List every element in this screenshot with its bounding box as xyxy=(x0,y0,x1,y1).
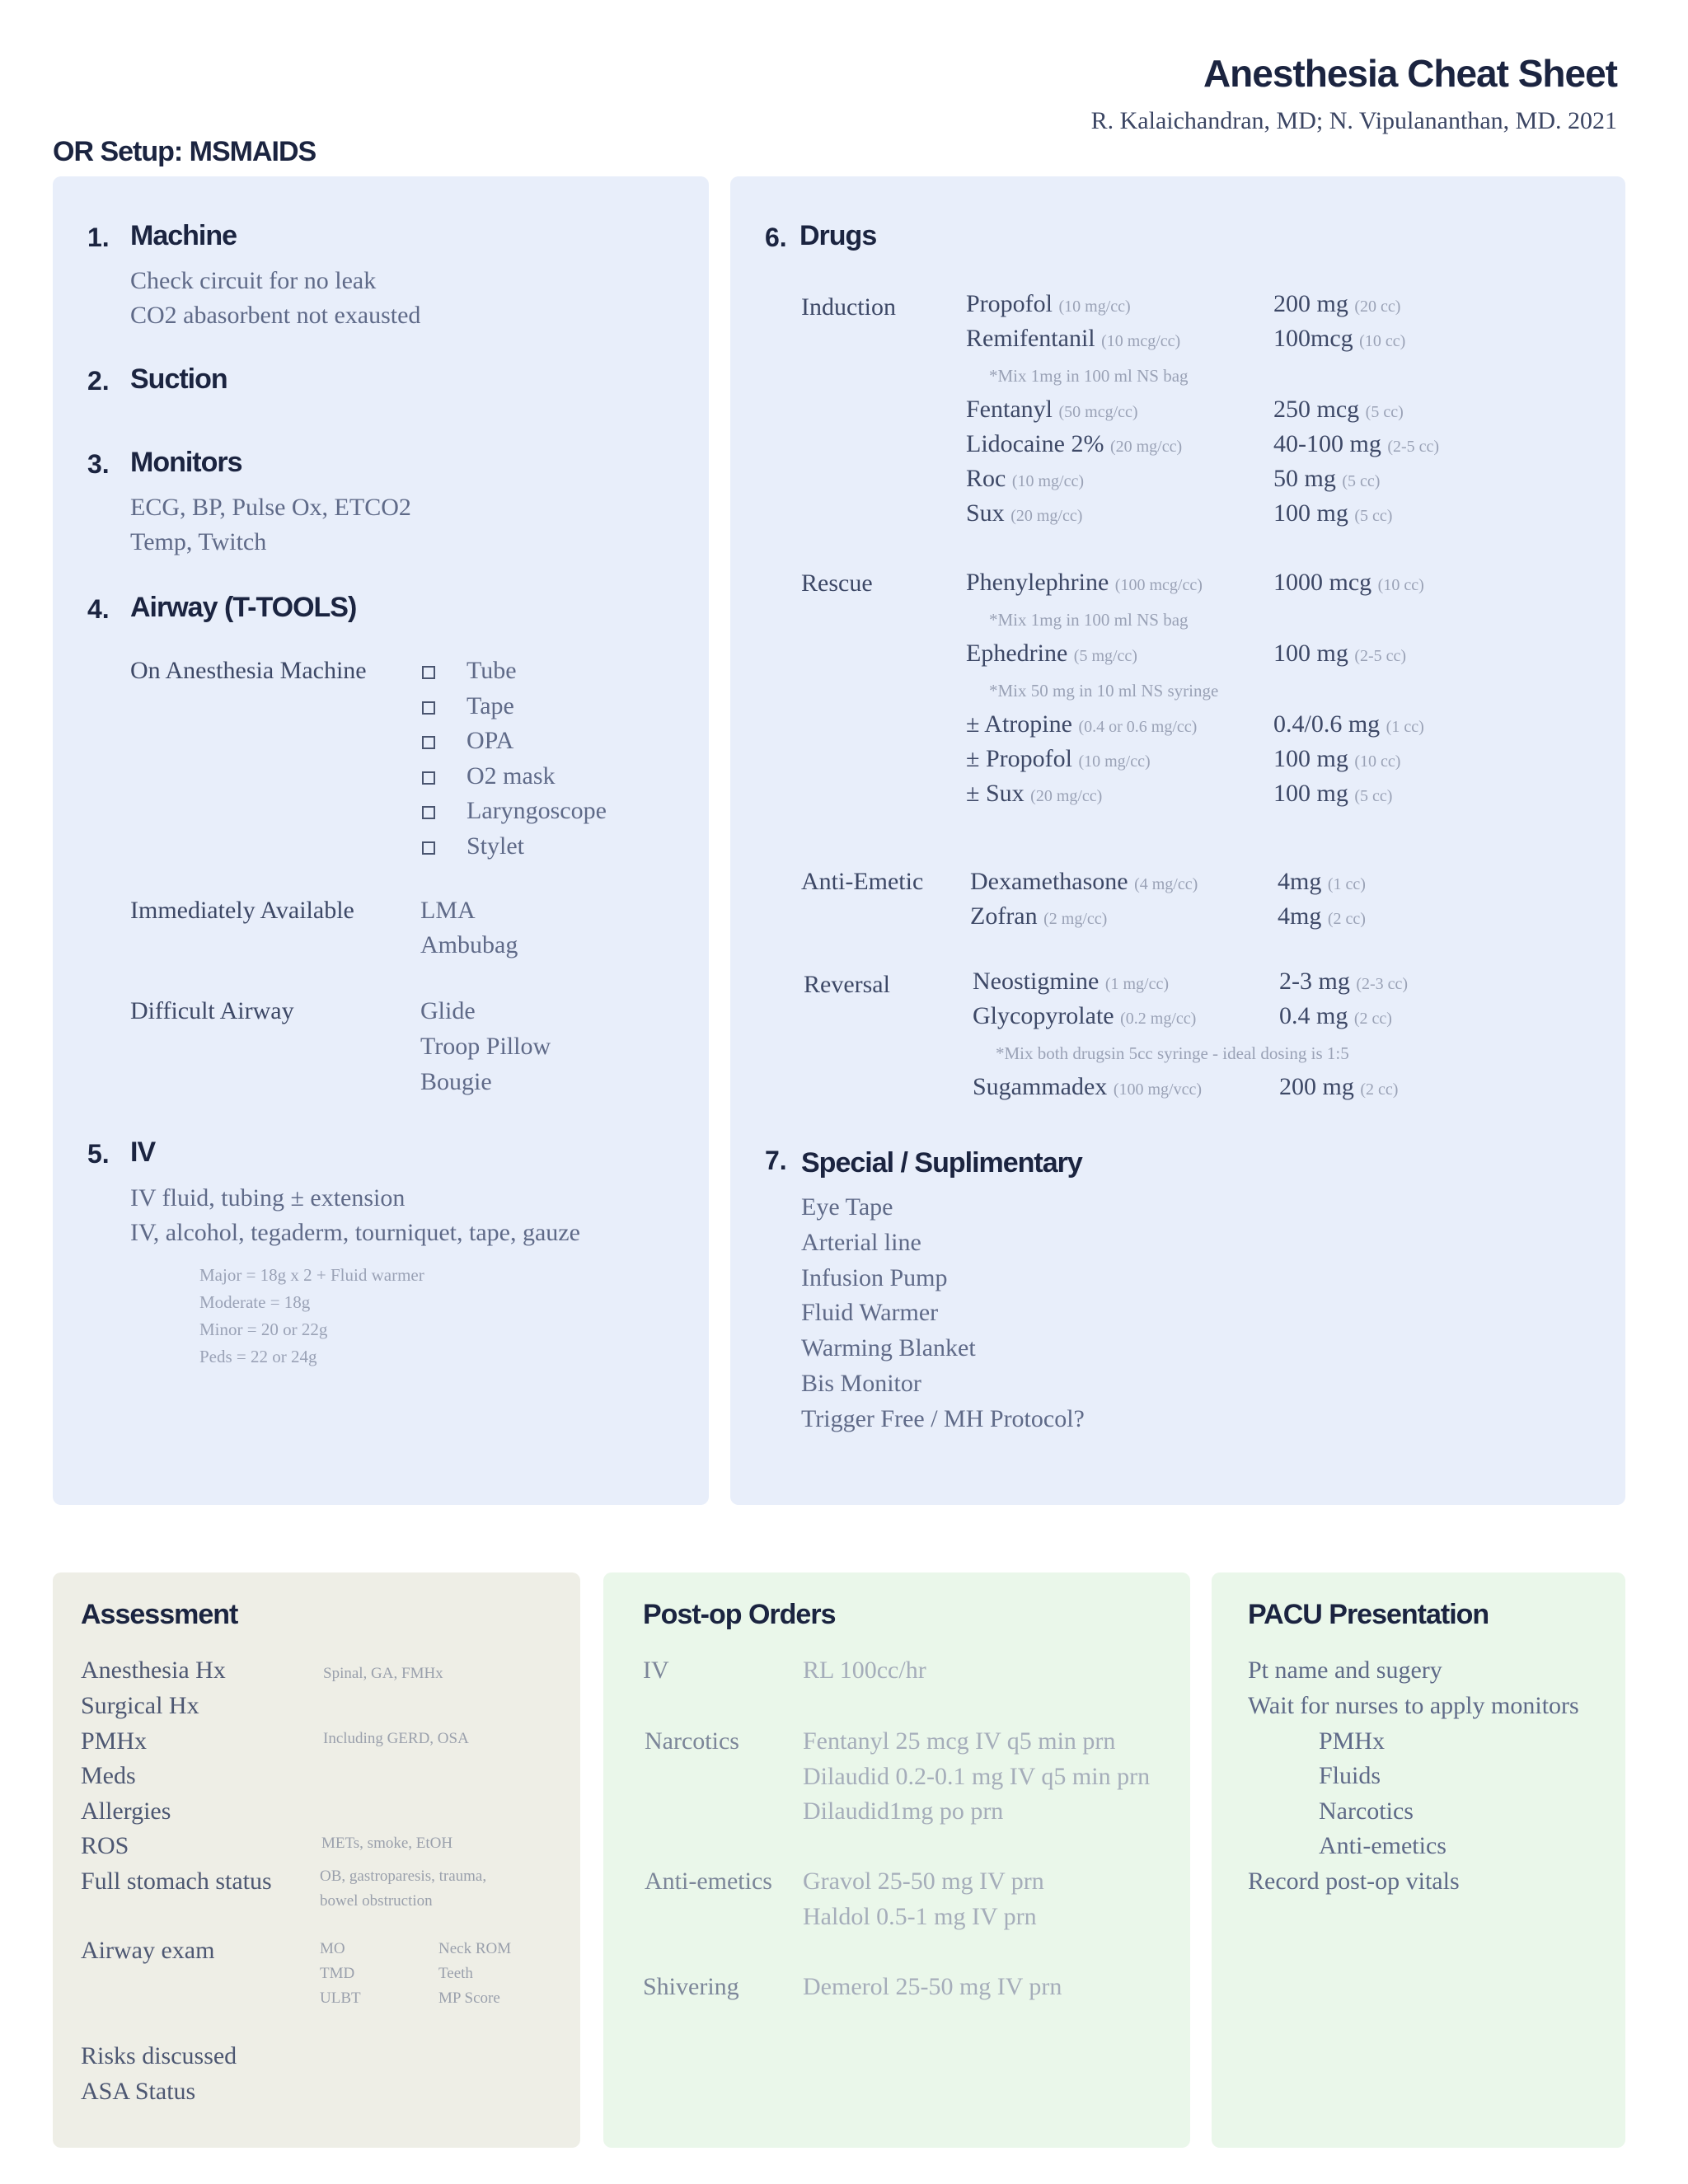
assessment-item: ASA Status xyxy=(81,2078,196,2105)
iv-line: IV, alcohol, tegaderm, tourniquet, tape, gauze xyxy=(130,1219,580,1246)
postop-order: Demerol 25-50 mg IV prn xyxy=(803,1973,1062,2000)
assessment-note: bowel obstruction xyxy=(320,1892,433,1910)
iv-size: Minor = 20 or 22g xyxy=(199,1319,328,1339)
drug-dose: 100 mg (2-5 cc) xyxy=(1273,640,1407,667)
postop-order: Dilaudid1mg po prn xyxy=(803,1797,1004,1825)
checklist-item: Tube xyxy=(467,657,517,684)
airway-difficult-item: Troop Pillow xyxy=(420,1033,551,1060)
drug-note: *Mix 1mg in 100 ml NS bag xyxy=(989,366,1189,386)
drug-dose: 2-3 mg (2-3 cc) xyxy=(1279,968,1409,995)
pacu-heading: PACU Presentation xyxy=(1248,1599,1489,1630)
postop-order: Gravol 25-50 mg IV prn xyxy=(803,1868,1044,1895)
drug-name: Remifentanil (10 mcg/cc) xyxy=(966,325,1181,352)
assessment-item: Anesthesia Hx xyxy=(81,1657,226,1684)
postop-order: Fentanyl 25 mcg IV q5 min prn xyxy=(803,1727,1116,1755)
monitors-line: Temp, Twitch xyxy=(130,528,267,555)
drug-dose: 200 mg (2 cc) xyxy=(1279,1073,1399,1100)
assessment-item: ROS xyxy=(81,1832,129,1859)
drug-name: ± Propofol (10 mg/cc) xyxy=(966,745,1151,772)
special-item: Bis Monitor xyxy=(801,1370,921,1397)
airway-exam-item: Neck ROM xyxy=(438,1940,512,1957)
checkbox[interactable] xyxy=(422,806,435,819)
airway-exam-item: ULBT xyxy=(320,1990,361,2007)
pacu-line: Record post-op vitals xyxy=(1248,1868,1460,1895)
section-number: 6. xyxy=(765,223,787,252)
assessment-note: Including GERD, OSA xyxy=(323,1730,469,1747)
drug-dose: 100mcg (10 cc) xyxy=(1273,325,1406,352)
checklist-item: Tape xyxy=(467,692,514,719)
drug-name: ± Atropine (0.4 or 0.6 mg/cc) xyxy=(966,710,1198,738)
assessment-item: Allergies xyxy=(81,1797,171,1825)
machine-heading: Machine xyxy=(130,220,237,251)
special-heading: Special / Suplimentary xyxy=(801,1147,1082,1179)
drug-group-label: Rescue xyxy=(801,569,873,597)
postop-order: Haldol 0.5-1 mg IV prn xyxy=(803,1903,1037,1930)
drug-group-label: Induction xyxy=(801,293,896,321)
checkbox[interactable] xyxy=(422,771,435,785)
special-item: Fluid Warmer xyxy=(801,1299,939,1326)
section-number: 3. xyxy=(87,449,110,479)
monitors-heading: Monitors xyxy=(130,447,242,478)
assessment-item: Full stomach status xyxy=(81,1868,272,1895)
assessment-item: Surgical Hx xyxy=(81,1692,199,1719)
drug-name: Roc (10 mg/cc) xyxy=(966,465,1085,492)
drug-dose: 250 mcg (5 cc) xyxy=(1273,396,1404,423)
drug-dose: 40-100 mg (2-5 cc) xyxy=(1273,430,1440,457)
pacu-sub-item: Anti-emetics xyxy=(1319,1832,1447,1859)
section-number: 1. xyxy=(87,223,110,252)
drug-dose: 200 mg (20 cc) xyxy=(1273,290,1401,317)
airway-exam-label: Airway exam xyxy=(81,1937,215,1964)
machine-line: Check circuit for no leak xyxy=(130,267,377,294)
monitors-line: ECG, BP, Pulse Ox, ETCO2 xyxy=(130,494,411,521)
suction-heading: Suction xyxy=(130,363,227,395)
drug-name: Ephedrine (5 mg/cc) xyxy=(966,640,1137,667)
drug-dose: 4mg (2 cc) xyxy=(1278,902,1366,930)
drug-name: Fentanyl (50 mcg/cc) xyxy=(966,396,1138,423)
iv-heading: IV xyxy=(130,1137,156,1168)
drug-dose: 0.4/0.6 mg (1 cc) xyxy=(1273,710,1424,738)
drug-dose: 100 mg (10 cc) xyxy=(1273,745,1401,772)
drug-group-label: Reversal xyxy=(804,971,890,998)
postop-heading: Post-op Orders xyxy=(643,1599,836,1630)
iv-size: Moderate = 18g xyxy=(199,1292,311,1312)
drug-dose: 4mg (1 cc) xyxy=(1278,868,1366,895)
drug-note: *Mix both drugsin 5cc syringe - ideal dosing is 1:5 xyxy=(996,1043,1349,1063)
drug-note: *Mix 50 mg in 10 ml NS syringe xyxy=(989,681,1219,701)
drug-name: Zofran (2 mg/cc) xyxy=(970,902,1108,930)
checkbox[interactable] xyxy=(422,841,435,855)
drug-dose: 100 mg (5 cc) xyxy=(1273,780,1393,807)
drug-name: Sugammadex (100 mg/vcc) xyxy=(973,1073,1202,1100)
drug-dose: 0.4 mg (2 cc) xyxy=(1279,1002,1392,1029)
checkbox[interactable] xyxy=(422,701,435,715)
checklist-item: O2 mask xyxy=(467,762,556,790)
assessment-item: Risks discussed xyxy=(81,2042,237,2069)
postop-order: Dilaudid 0.2-0.1 mg IV q5 min prn xyxy=(803,1763,1151,1790)
iv-size: Peds = 22 or 24g xyxy=(199,1347,317,1366)
airway-difficult-item: Bougie xyxy=(420,1068,492,1095)
assessment-note: OB, gastroparesis, trauma, xyxy=(320,1868,487,1885)
checklist-item: Stylet xyxy=(467,832,525,860)
airway-immediate-label: Immediately Available xyxy=(130,897,354,924)
iv-size: Major = 18g x 2 + Fluid warmer xyxy=(199,1265,424,1285)
airway-difficult-item: Glide xyxy=(420,997,476,1024)
assessment-item: Meds xyxy=(81,1762,136,1789)
postop-label: Anti-emetics xyxy=(645,1868,772,1895)
drug-name: Dexamethasone (4 mg/cc) xyxy=(970,868,1198,895)
assessment-note: Spinal, GA, FMHx xyxy=(323,1665,443,1682)
special-item: Eye Tape xyxy=(801,1193,893,1221)
page-title: Anesthesia Cheat Sheet xyxy=(1203,52,1617,95)
airway-difficult-label: Difficult Airway xyxy=(130,997,294,1024)
drug-dose: 100 mg (5 cc) xyxy=(1273,499,1393,527)
postop-label: Narcotics xyxy=(645,1727,739,1755)
drug-dose: 1000 mcg (10 cc) xyxy=(1273,569,1424,596)
checklist-item: OPA xyxy=(467,727,514,754)
drug-name: Glycopyrolate (0.2 mg/cc) xyxy=(973,1002,1197,1029)
airway-heading: Airway (T-TOOLS) xyxy=(130,592,357,623)
section-number: 5. xyxy=(87,1139,110,1169)
drug-name: Lidocaine 2% (20 mg/cc) xyxy=(966,430,1183,457)
drug-name: Sux (20 mg/cc) xyxy=(966,499,1083,527)
special-item: Warming Blanket xyxy=(801,1334,976,1361)
drug-dose: 50 mg (5 cc) xyxy=(1273,465,1381,492)
assessment-note: METs, smoke, EtOH xyxy=(321,1835,453,1852)
setup-heading: OR Setup: MSMAIDS xyxy=(53,136,316,167)
iv-line: IV fluid, tubing ± extension xyxy=(130,1184,406,1212)
drug-name: ± Sux (20 mg/cc) xyxy=(966,780,1103,807)
airway-exam-item: Teeth xyxy=(438,1965,473,1982)
machine-line: CO2 abasorbent not exausted xyxy=(130,302,421,329)
airway-exam-item: TMD xyxy=(320,1965,355,1982)
special-item: Trigger Free / MH Protocol? xyxy=(801,1405,1085,1432)
special-item: Infusion Pump xyxy=(801,1264,948,1291)
postop-label: IV xyxy=(643,1657,669,1684)
section-number: 4. xyxy=(87,594,110,624)
airway-exam-item: MP Score xyxy=(438,1990,500,2007)
authors: R. Kalaichandran, MD; N. Vipulananthan, MD. 2021 xyxy=(1090,107,1617,134)
drug-group-label: Anti-Emetic xyxy=(801,868,924,895)
pacu-line: Pt name and sugery xyxy=(1248,1657,1442,1684)
drug-note: *Mix 1mg in 100 ml NS bag xyxy=(989,610,1189,630)
section-number: 7. xyxy=(765,1146,787,1175)
checklist-item: Laryngoscope xyxy=(467,797,607,824)
airway-immediate-item: Ambubag xyxy=(420,931,518,958)
special-item: Arterial line xyxy=(801,1229,921,1256)
section-number: 2. xyxy=(87,366,110,396)
airway-immediate-item: LMA xyxy=(420,897,476,924)
pacu-sub-item: Fluids xyxy=(1319,1762,1381,1789)
checkbox[interactable] xyxy=(422,736,435,749)
postop-order: RL 100cc/hr xyxy=(803,1657,926,1684)
pacu-sub-item: Narcotics xyxy=(1319,1797,1414,1825)
checkbox[interactable] xyxy=(422,666,435,679)
drug-name: Neostigmine (1 mg/cc) xyxy=(973,968,1169,995)
pacu-line: Wait for nurses to apply monitors xyxy=(1248,1692,1579,1719)
assessment-item: PMHx xyxy=(81,1727,148,1755)
pacu-sub-item: PMHx xyxy=(1319,1727,1386,1755)
assessment-heading: Assessment xyxy=(81,1599,238,1630)
drug-name: Phenylephrine (100 mcg/cc) xyxy=(966,569,1203,596)
drug-name: Propofol (10 mg/cc) xyxy=(966,290,1131,317)
airway-machine-label: On Anesthesia Machine xyxy=(130,657,367,684)
postop-label: Shivering xyxy=(643,1973,739,2000)
drugs-heading: Drugs xyxy=(799,220,877,251)
airway-exam-item: MO xyxy=(320,1940,345,1957)
